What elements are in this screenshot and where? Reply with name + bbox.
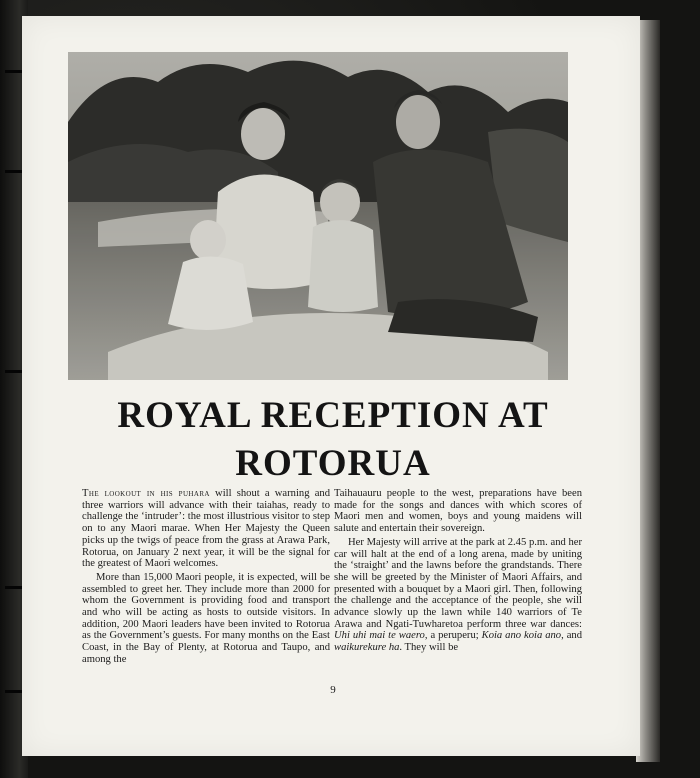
page-number: 9 — [330, 684, 336, 696]
paragraph-text: , and — [561, 630, 582, 642]
article-paragraph: More than 15,000 Maori people, it is expected, will be assembled to greet her. They include more than 2000 for whom the Government is providing food and transport and who will be acting as hosts to outside visitors. In addition, 200 Maori leaders have been invited to Rotorua as the Government’s guests. For many months on the East Coast, in the Bay of Plenty, at Rotorua and Taupo, and among the — [82, 571, 330, 665]
article-column-right — [334, 488, 582, 654]
paragraph-text: Her Majesty will arrive at the park at 2.45 p.m. and her car will halt at the end of a long arena, made by uniting the ‘straight’ and the lawns before the grandstands. There she will be greeted by the Minister of Maori Affairs, and presented with a bouquet by a Maori girl. Then, following the challenge and the acceptance of the people, she will advance slowly up the lawn while 140 warriors of Te Arawa and Ngati-Tuwharetoa perform three war dances: — [334, 536, 582, 630]
lead-in-text: The lookout in his puhara — [82, 488, 210, 499]
royal-family-photo — [68, 52, 568, 380]
war-dance-name: Uhi uhi mai te waero — [334, 630, 425, 642]
war-dance-name: waikurekure ha — [334, 642, 400, 654]
war-dance-name: Koia ano koia ano — [481, 630, 562, 642]
paragraph-text: . They will be — [399, 642, 459, 654]
paragraph-text: , a peruperu; — [424, 630, 482, 642]
article-paragraph — [82, 488, 330, 570]
article-paragraph: Taihauauru people to the west, preparations have been made for the songs and dances with which scores of Maori men and women, boys and young maidens will salute and entertain their sovereign. — [334, 488, 582, 535]
article-title: ROYAL RECEPTION AT ROTORUA — [117, 395, 549, 484]
paragraph-text: will shout a warning and three warriors will advance with their taiahas, ready to challenge the ‘intruder’: the most illustrious visitor to step on to any Maori marae. When Her Majesty the Queen picks up the twigs of peace from the grass at Arawa Park, Rotorua, on January 2 next year, it will be the signal for the greatest of Maori welcomes. — [82, 488, 330, 570]
article-column-left — [82, 488, 330, 666]
article-paragraph — [334, 537, 582, 654]
